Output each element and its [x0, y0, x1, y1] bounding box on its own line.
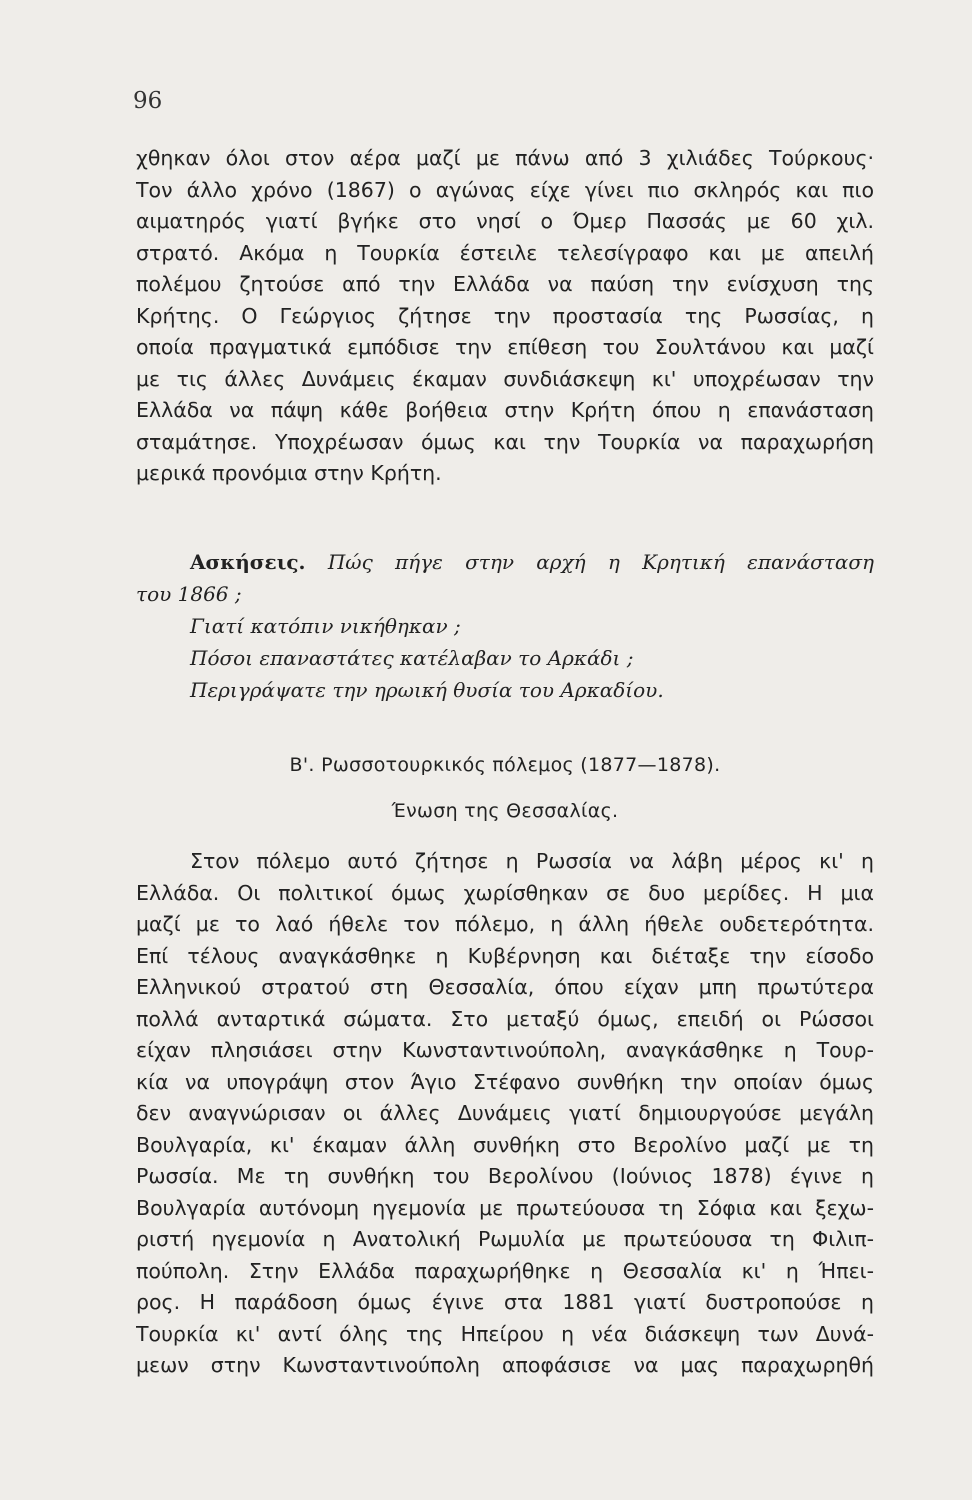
exercise-question: Πόσοι επαναστάτες κατέλαβαν το Αρκάδι ;: [190, 646, 634, 670]
text-line: Ελλάδα. Οι πολιτικοί όμως χωρίσθηκαν σε δυο μερίδες. Η μια: [136, 880, 874, 905]
text-line: αιματηρός γιατί βγήκε στο νησί ο Όμερ Πασσάς με 60 χιλ.: [136, 209, 874, 233]
text-line: πολλά ανταρτικά σώματα. Στο μεταξύ όμως, επειδή οι Ρώσσοι: [136, 1006, 874, 1031]
text-line: μερικά προνόμια στην Κρήτη.: [136, 461, 442, 485]
text-line: Τον άλλο χρόνο (1867) ο αγώνας είχε γίνει πιο σκληρός και πιο: [136, 177, 874, 202]
text-line: ριστή ηγεμονία η Ανατολική Ρωμυλία με πρωτεύουσα τη Φιλιπ-: [136, 1227, 874, 1251]
exercise-question: Περιγράψατε την ηρωική θυσία του Αρκαδίου.: [190, 678, 664, 702]
text-line: Βουλγαρία, κι' έκαμαν άλλη συνθήκη στο Βερολίνο μαζί με τη: [136, 1132, 874, 1157]
section-subtitle: Ένωση της Θεσσαλίας.: [391, 800, 619, 822]
section-title: Β'. Ρωσσοτουρκικός πόλεμος (1877—1878).: [289, 754, 721, 776]
text-line: ρος. Η παράδοση όμως έγινε στα 1881 γιατί δυστροπούσε η: [136, 1290, 874, 1314]
exercises-block: [136, 546, 874, 706]
exercise-question: Γιατί κατόπιν νικήθηκαν ;: [190, 614, 461, 638]
text-line: σταμάτησε. Υποχρέωσαν όμως και την Τουρκία να παραχωρήση: [136, 429, 874, 454]
text-line: πολέμου ζητούσε από την Ελλάδα να παύση την ενίσχυση της: [136, 272, 874, 296]
text-line: κία να υπογράψη στον Άγιο Στέφανο συνθήκη την οποίαν όμως: [136, 1069, 874, 1094]
text-line: Ελληνικού στρατού στη Θεσσαλία, όπου είχαν μπη πρωτύτερα: [136, 975, 874, 999]
text-line: είχαν πλησιάσει στην Κωνσταντινούπολη, αναγκάσθηκε η Τουρ-: [136, 1038, 874, 1062]
text-line: μεων στην Κωνσταντινούπολη αποφάσισε να μας παραχωρηθή: [136, 1353, 874, 1377]
text-line: με τις άλλες Δυνάμεις έκαμαν συνδιάσκεψη κι' υποχρέωσαν την: [136, 366, 874, 391]
text-line: Επί τέλους αναγκάσθηκε η Κυβέρνηση και διέταξε την είσοδο: [136, 943, 874, 968]
text-line: μαζί με το λαό ήθελε τον πόλεμο, η άλλη ήθελε ουδετερότητα.: [136, 912, 874, 936]
text-line: χθηκαν όλοι στον αέρα μαζί με πάνω από 3 χιλιάδες Τούρκους·: [136, 146, 874, 170]
text-line: Ρωσσία. Με τη συνθήκη του Βερολίνου (Ιούνιος 1878) έγινε η: [136, 1164, 874, 1188]
exercise-question-text: Πώς πήγε στην αρχή η Κρητική επανάσταση: [327, 550, 874, 574]
page-number: 96: [133, 88, 163, 114]
paragraph-russo-turkish-war: [136, 846, 874, 1382]
exercise-continuation: του 1866 ;: [136, 582, 242, 606]
text-line: Ελλάδα να πάψη κάθε βοήθεια στην Κρήτη όπου η επανάσταση: [136, 398, 874, 422]
text-line: δεν αναγνώρισαν οι άλλες Δυνάμεις γιατί δημιουργούσε μεγάλη: [136, 1101, 874, 1125]
text-line: στρατό. Ακόμα η Τουρκία έστειλε τελεσίγραφο και με απειλή: [136, 240, 874, 265]
text-line: πούπολη. Στην Ελλάδα παραχωρήθηκε η Θεσσαλία κι' η Ήπει-: [136, 1258, 874, 1283]
text-line: Τουρκία κι' αντί όλης της Ηπείρου η νέα διάσκεψη των Δυνά-: [136, 1321, 874, 1346]
exercise-question: [136, 546, 874, 578]
text-line: Κρήτης. Ο Γεώργιος ζήτησε την προστασία της Ρωσσίας, η: [136, 303, 874, 328]
paragraph-crete-revolt: [136, 143, 874, 490]
text-line: οποία πραγματικά εμπόδισε την επίθεση του Σουλτάνου και μαζί: [136, 335, 874, 359]
text-line: Βουλγαρία αυτόνομη ηγεμονία με πρωτεύουσα τη Σόφια και ξεχω-: [136, 1195, 874, 1220]
text-line: Στον πόλεμο αυτό ζήτησε η Ρωσσία να λάβη μέρος κι' η: [190, 849, 874, 873]
exercises-label: Ασκήσεις.: [190, 550, 306, 574]
